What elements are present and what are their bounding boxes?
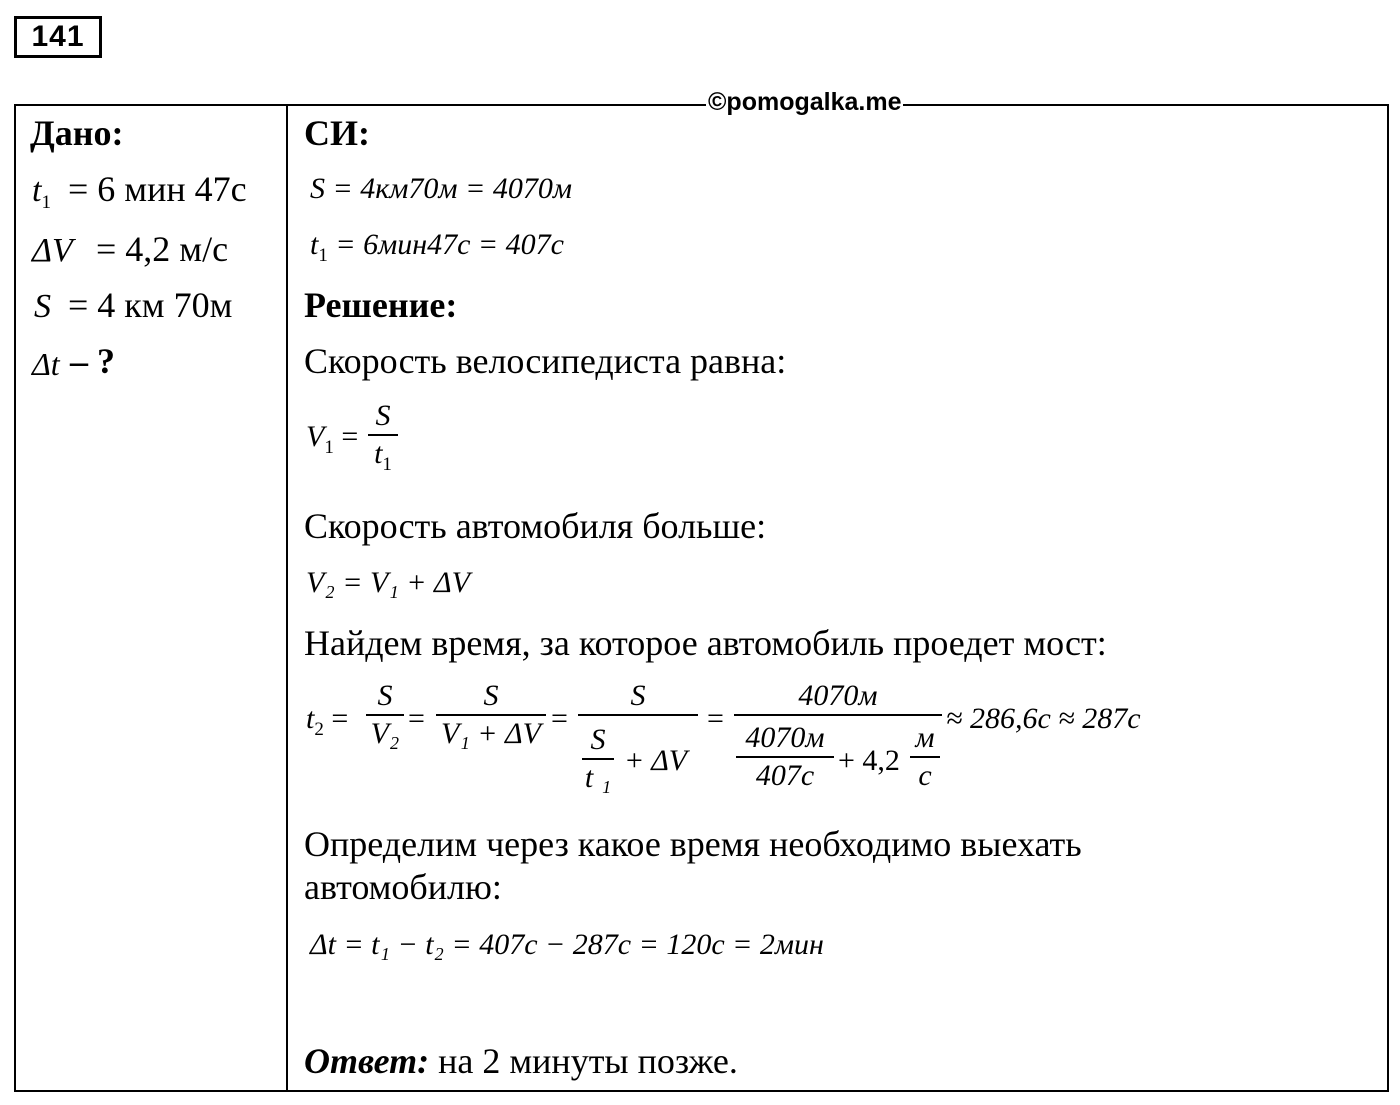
eq2: V₂ = V₁ + ΔV <box>306 566 470 599</box>
given-find: Δt <box>32 346 60 382</box>
solution-heading: Решение: <box>304 285 458 325</box>
given-dv: ΔV <box>32 232 73 269</box>
given-s-value: = 4 км 70м <box>68 285 233 325</box>
given-find-value: – ? <box>70 341 115 381</box>
eq3-lhs: $t_2$ = <box>306 702 349 740</box>
eq4: Δt = t₁ − t₂ = 407с − 287с = 120с = 2мин <box>310 928 824 961</box>
answer <box>304 1040 738 1082</box>
eq3-fraction-4: 4070м <box>734 678 942 716</box>
eq3-unit-fraction: м с <box>910 720 940 794</box>
eq3-fraction-2: S V₁ + ΔV <box>436 678 546 752</box>
eq3-result: ≈ 286,6с ≈ 287с <box>946 702 1141 735</box>
si-heading: СИ: <box>304 113 370 153</box>
eq3-fraction-3: S <box>578 678 698 716</box>
eq3-fraction-4-inner: 4070м 407с <box>736 720 834 794</box>
eq3-fraction-4-mid: + 4,2 <box>838 744 900 777</box>
solution-text-3: Найдем время, за которое автомобиль проедет мост: <box>304 623 1107 663</box>
eq3-equals-2: = <box>551 702 568 735</box>
si-line-2: $t_1 = 6мин47с = 407с$ <box>310 228 564 266</box>
eq3-fraction-3-den-rest: + ΔV <box>624 744 688 777</box>
problem-number: 141 <box>14 16 102 58</box>
given-t1-value: = 6 мин 47с <box>68 169 247 209</box>
eq3-equals-1: = <box>408 702 425 735</box>
solution-text-4-line-1: Определим через какое время необходимо выехать <box>304 824 1082 864</box>
given-s: S <box>34 288 51 325</box>
si-line-1: S = 4км70м = 4070м <box>310 172 572 205</box>
solution-text-1: Скорость велосипедиста равна: <box>304 341 787 381</box>
answer-label: Ответ: <box>304 1041 430 1081</box>
watermark: ©pomogalka.me <box>708 88 902 116</box>
given-heading: Дано: <box>30 113 124 153</box>
eq1-fraction: S $t_1$ <box>368 398 398 483</box>
eq3-fraction-3-inner: S t ₁ <box>582 722 614 796</box>
solution-text-4-line-2: автомобилю: <box>304 867 502 907</box>
eq3-fraction-1: S V₂ <box>366 678 404 752</box>
column-divider <box>286 104 288 1092</box>
answer-text: на 2 минуты позже. <box>429 1041 738 1081</box>
eq3-equals-3: = <box>707 702 724 735</box>
given-dv-value: = 4,2 м/с <box>96 229 229 269</box>
given-t1: $t_1$ <box>32 172 51 213</box>
eq1-lhs: $V_1$ = <box>306 420 359 458</box>
solution-text-2: Скорость автомобиля больше: <box>304 506 767 546</box>
